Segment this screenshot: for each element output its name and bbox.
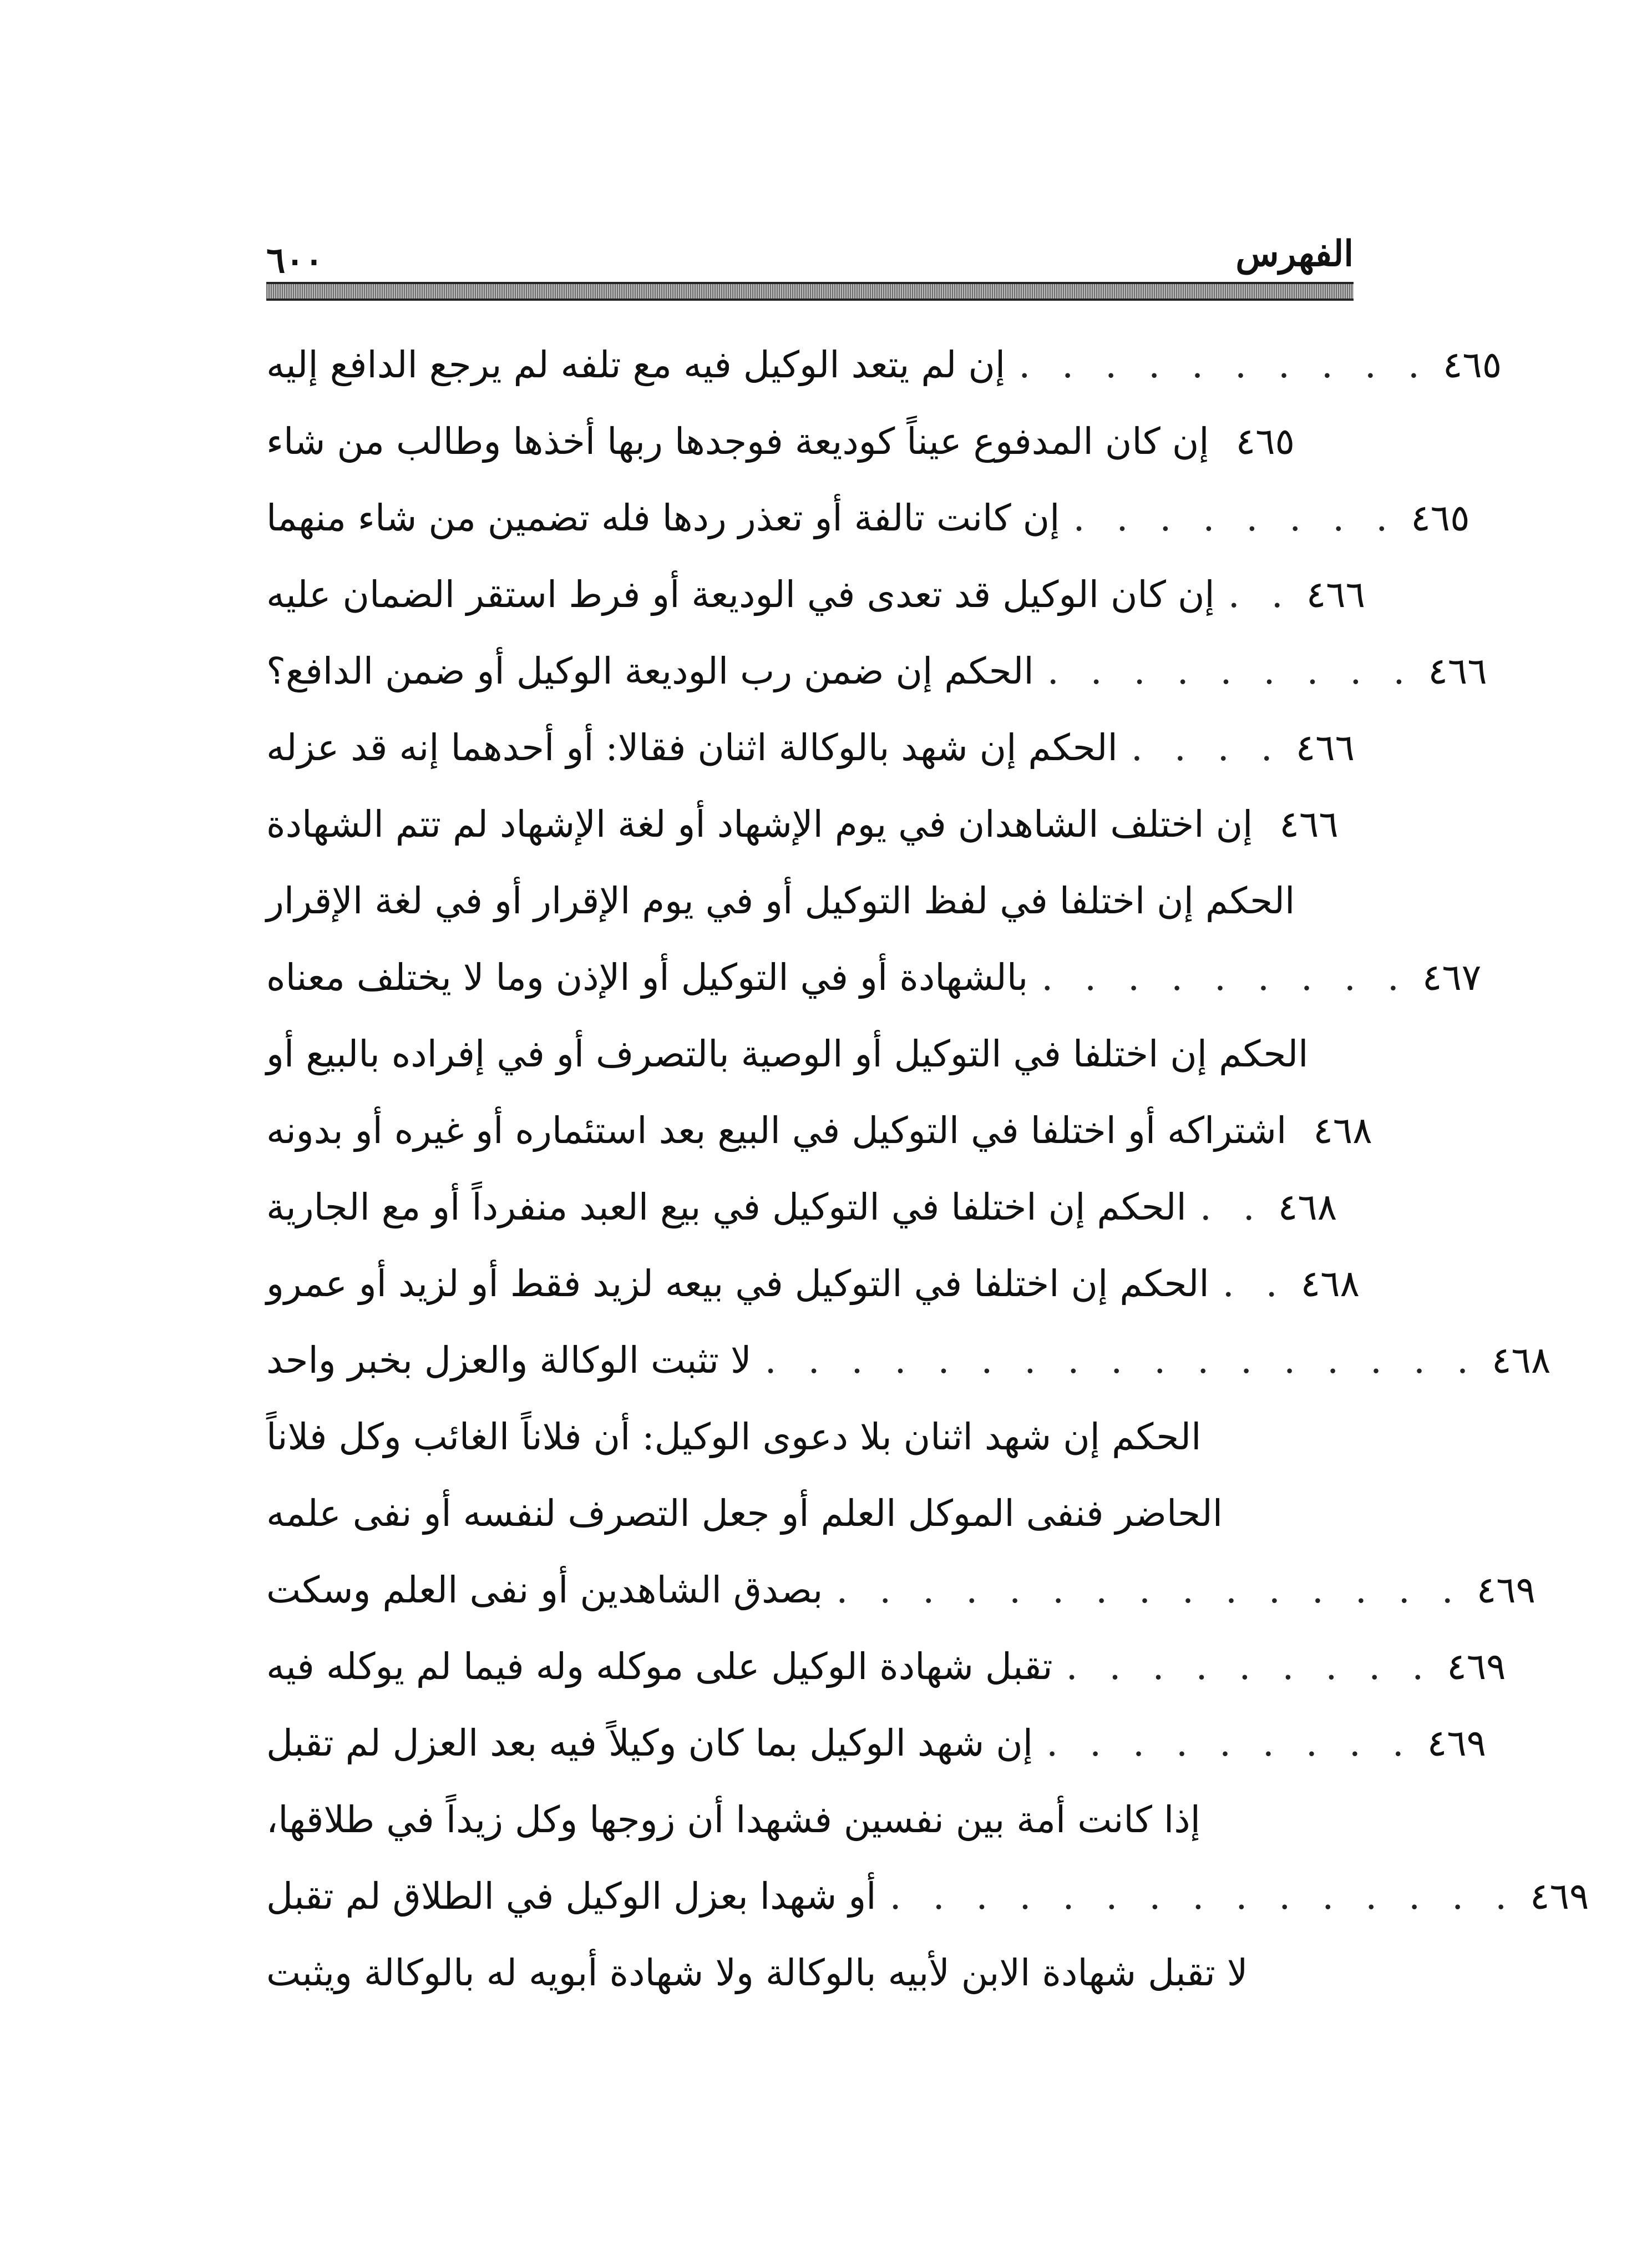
index-entry	[266, 556, 1366, 633]
entry-text: لا تثبت الوكالة والعزل بخبر واحد	[266, 1338, 752, 1382]
entry-page: ٤٦٨	[1300, 1262, 1360, 1305]
entry-page: ٤٦٥	[1411, 496, 1470, 539]
page-number: ٦٠٠	[266, 240, 324, 281]
entry-text: تقبل شهادة الوكيل على موكله وله فيما لم يوكله فيه	[266, 1645, 1053, 1688]
entry-page: ٤٦٦	[1306, 573, 1366, 616]
entry-page: ٤٦٦	[1279, 802, 1339, 846]
index-entry	[266, 786, 1354, 862]
entry-page: ٤٦٥	[1235, 419, 1295, 463]
index-entry	[266, 1169, 1354, 1245]
leader-dots: . . . . . . . . .	[1066, 1645, 1434, 1688]
index-entry	[266, 1551, 1536, 1628]
leader-dots: . . . . . . . . . . . . . . .	[836, 1568, 1463, 1611]
header-divider	[266, 282, 1354, 301]
entry-page: ٤٦٦	[1428, 649, 1487, 692]
index-entry	[266, 1858, 1589, 1934]
entry-page: ٤٦٩	[1427, 1721, 1487, 1764]
entry-text: الحكم إن اختلفا في التوكيل في بيعه لزيد فقط أو لزيد أو عمرو	[266, 1262, 1209, 1305]
entry-page: ٤٦٦	[1295, 726, 1355, 769]
index-entry	[266, 1934, 1354, 2011]
entry-text: الحكم إن اختلفا في التوكيل أو الوصية بالتصرف أو في إفراده بالبيع أو	[266, 1032, 1309, 1075]
entry-page: ٤٦٩	[1447, 1645, 1506, 1688]
entry-page: ٤٦٩	[1476, 1568, 1536, 1611]
leader-dots: . . . . . . . . .	[1047, 649, 1415, 692]
leader-dots: . .	[1228, 573, 1293, 616]
index-entry	[266, 403, 1354, 479]
entry-text: إن كان الوكيل قد تعدى في الوديعة أو فرط استقر الضمان عليه	[266, 573, 1215, 616]
index-entry	[266, 1015, 1354, 1092]
leader-dots: . . . . . . . . . .	[1018, 343, 1430, 386]
leader-dots: . .	[1222, 1262, 1288, 1305]
entry-text: أو شهدا بعزل الوكيل في الطلاق لم تقبل	[266, 1874, 876, 1918]
entry-text: الحكم إن شهد اثنان بلا دعوى الوكيل: أن فلاناً الغائب وكل فلاناً	[266, 1415, 1202, 1458]
leader-dots: . . . .	[1131, 726, 1283, 769]
index-entry	[266, 939, 1482, 1015]
index-entry	[266, 1092, 1372, 1169]
entry-page: ٤٦٨	[1313, 1109, 1372, 1152]
section-title: الفهرس	[1235, 233, 1354, 275]
index-entry	[266, 326, 1502, 403]
entry-text: الحكم إن ضمن رب الوديعة الوكيل أو ضمن الدافع؟	[266, 649, 1034, 692]
entry-text: لا تقبل شهادة الابن لأبيه بالوكالة ولا شهادة أبويه له بالوكالة ويثبت	[266, 1951, 1248, 1994]
index-entry	[266, 1628, 1506, 1705]
leader-dots: . . . . . . . .	[1073, 496, 1398, 539]
entry-text: إن شهد الوكيل بما كان وكيلاً فيه بعد العزل لم تقبل	[266, 1721, 1033, 1764]
entry-page: ٤٦٧	[1422, 955, 1482, 999]
entry-text: بصدق الشاهدين أو نفى العلم وسكت	[266, 1568, 823, 1611]
index-entry	[266, 479, 1470, 556]
entry-text: بالشهادة أو في التوكيل أو الإذن وما لا يختلف معناه	[266, 955, 1028, 999]
index-entry	[266, 1705, 1487, 1781]
leader-dots: . .	[1199, 1185, 1265, 1228]
entry-text: إذا كانت أمة بين نفسين فشهدا أن زوجها وكل زيداً في طلاقها،	[266, 1798, 1200, 1841]
entry-page: ٤٦٨	[1491, 1338, 1551, 1382]
entry-text: الحكم إن اختلفا في لفظ التوكيل أو في يوم الإقرار أو في لغة الإقرار	[266, 879, 1295, 922]
entry-text: الحكم إن شهد بالوكالة اثنان فقالا: أو أحدهما إنه قد عزله	[266, 726, 1118, 769]
entry-text: الحاضر فنفى الموكل العلم أو جعل التصرف لنفسه أو نفى علمه	[266, 1491, 1223, 1535]
entry-text: إن كانت تالفة أو تعذر ردها فله تضمين من شاء منهما	[266, 496, 1060, 539]
index-entry	[266, 709, 1354, 786]
index-entries	[266, 326, 1589, 2011]
entry-text: اشتراكه أو اختلفا في التوكيل في البيع بعد استئماره أو غيره أو بدونه	[266, 1109, 1287, 1152]
index-entry	[266, 1398, 1354, 1475]
index-entry	[266, 862, 1354, 939]
entry-text: إن اختلف الشاهدان في يوم الإشهاد أو لغة الإشهاد لم تتم الشهادة	[266, 802, 1253, 846]
index-entry	[266, 1245, 1360, 1322]
leader-dots: . . . . . . . . .	[1041, 955, 1409, 999]
index-entry	[266, 1781, 1354, 1858]
leader-dots: . . . . . . . . . . . . . . . . .	[764, 1338, 1478, 1382]
running-header	[266, 233, 1354, 283]
entry-text: إن لم يتعد الوكيل فيه مع تلفه لم يرجع الدافع إليه	[266, 343, 1006, 386]
entry-text: الحكم إن اختلفا في التوكيل في بيع العبد منفرداً أو مع الجارية	[266, 1185, 1187, 1228]
entry-text: إن كان المدفوع عيناً كوديعة فوجدها ربها أخذها وطالب من شاء	[266, 419, 1209, 463]
entry-page: ٤٦٥	[1442, 343, 1502, 386]
entry-page: ٤٦٩	[1530, 1874, 1589, 1918]
index-entry	[266, 1475, 1354, 1551]
index-entry	[266, 633, 1487, 709]
index-entry	[266, 1322, 1551, 1398]
entry-page: ٤٦٨	[1278, 1185, 1337, 1228]
leader-dots: . . . . . . . . .	[1046, 1721, 1414, 1764]
leader-dots: . . . . . . . . . . . . . . .	[889, 1874, 1517, 1918]
